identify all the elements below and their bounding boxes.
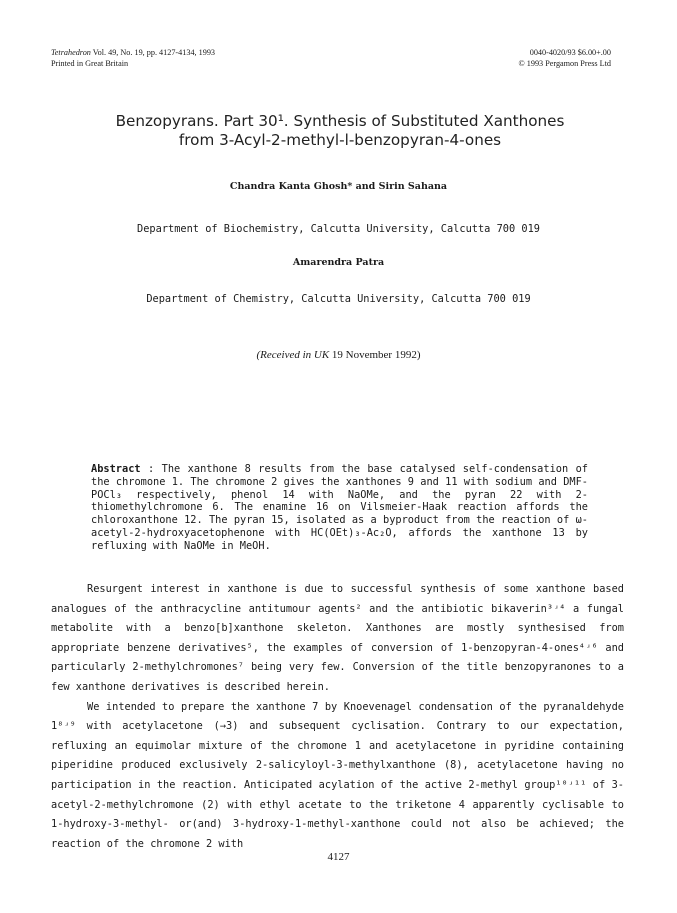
authors: Chandra Kanta Ghosh* and Sirin Sahana — [229, 181, 448, 192]
citation-text: Vol. 49, No. 19, pp. 4127-4134, 1993 — [92, 48, 216, 57]
issn-price: 0040-4020/93 $6.00+.00 — [529, 48, 611, 57]
copyright-line: © 1993 Pergamon Press Ltd — [518, 59, 611, 68]
title-line-1: Benzopyrans. Part 30¹. Synthesis of Substituted Xanthones — [115, 112, 565, 130]
affiliation-chemistry: Department of Chemistry, Calcutta University, Calcutta 700 019 — [146, 293, 531, 305]
journal-citation — [51, 47, 215, 58]
journal-name: Tetrahedron — [51, 48, 91, 57]
body-paragraph-2: We intended to prepare the xanthone 7 by Knoevenagel condensation of the pyranaldehyde 1⁸ʴ⁹ with acetylacetone (→3) and subsequent cyclisation. Contrary to our expectation, refluxing an equimolar mixture of the chromone 1 and acetylacetone in pyridine containing piperidine produced exclusively 2-salicyloyl-3-methylxanthone (8), acetylacetone having no participation in the reaction. Anticipated acylation of the active 2-methyl group¹⁰ʴ¹¹ of 3-acetyl-2-methylchromone (2) with ethyl acetate to the triketone 4 apparently cyclisable to 1-hydroxy-3-methyl- or(and) 3-hydroxy-1-methyl-xanthone could not also be achieved; the reaction of the chromone 2 with — [51, 700, 624, 850]
received-date — [0, 349, 677, 361]
abstract-text: : The xanthone 8 results from the base catalysed self-condensation of the chromone 1. The chromone 2 gives the xanthones 9 and 11 with sodium and DMF-POCl₃ respectively, phenol 14 with NaOMe, and the pyran 22 with 2-thiomethylchromone 6. The enamine 16 on Vilsmeier-Haak reaction affords the chloroxanthone 12. The pyran 15, isolated as a byproduct from the reaction of ω-acetyl-2-hydroxyacetophenone with HC(OEt)₃-Ac₂O, affords the xanthone 13 by refluxing with NaOMe in MeOH. — [91, 463, 588, 552]
printed-line: Printed in Great Britain — [51, 59, 129, 68]
page-number: 4127 — [327, 851, 350, 863]
body-text — [51, 580, 624, 854]
journal-header-right — [519, 47, 612, 69]
author-third: Amarendra Patra — [292, 257, 385, 268]
article-title — [60, 112, 620, 150]
title-line-2: from 3-Acyl-2-methyl-l-benzopyran-4-ones — [178, 131, 502, 149]
received-prefix: (Received in UK — [256, 349, 330, 361]
abstract — [91, 463, 588, 553]
journal-header-left — [51, 47, 215, 69]
body-paragraph-1: Resurgent interest in xanthone is due to successful synthesis of some xanthone based analogues of the anthracycline antitumour agents² and the antibiotic bikaverin³ʴ⁴ a fungal metabolite with a benzo[b]xanthone skeleton. Xanthones are mostly synthesised from appropriate benzene derivatives⁵, the examples of conversion of 1-benzopyran-4-ones⁴ʴ⁶ and particularly 2-methylchromones⁷ being very few. Conversion of the title benzopyranones to a few xanthone derivatives is described herein. — [51, 583, 624, 693]
received-date-value: 19 November 1992) — [331, 349, 421, 361]
abstract-label: Abstract — [91, 463, 141, 475]
affiliation-biochemistry: Department of Biochemistry, Calcutta University, Calcutta 700 019 — [137, 223, 540, 235]
